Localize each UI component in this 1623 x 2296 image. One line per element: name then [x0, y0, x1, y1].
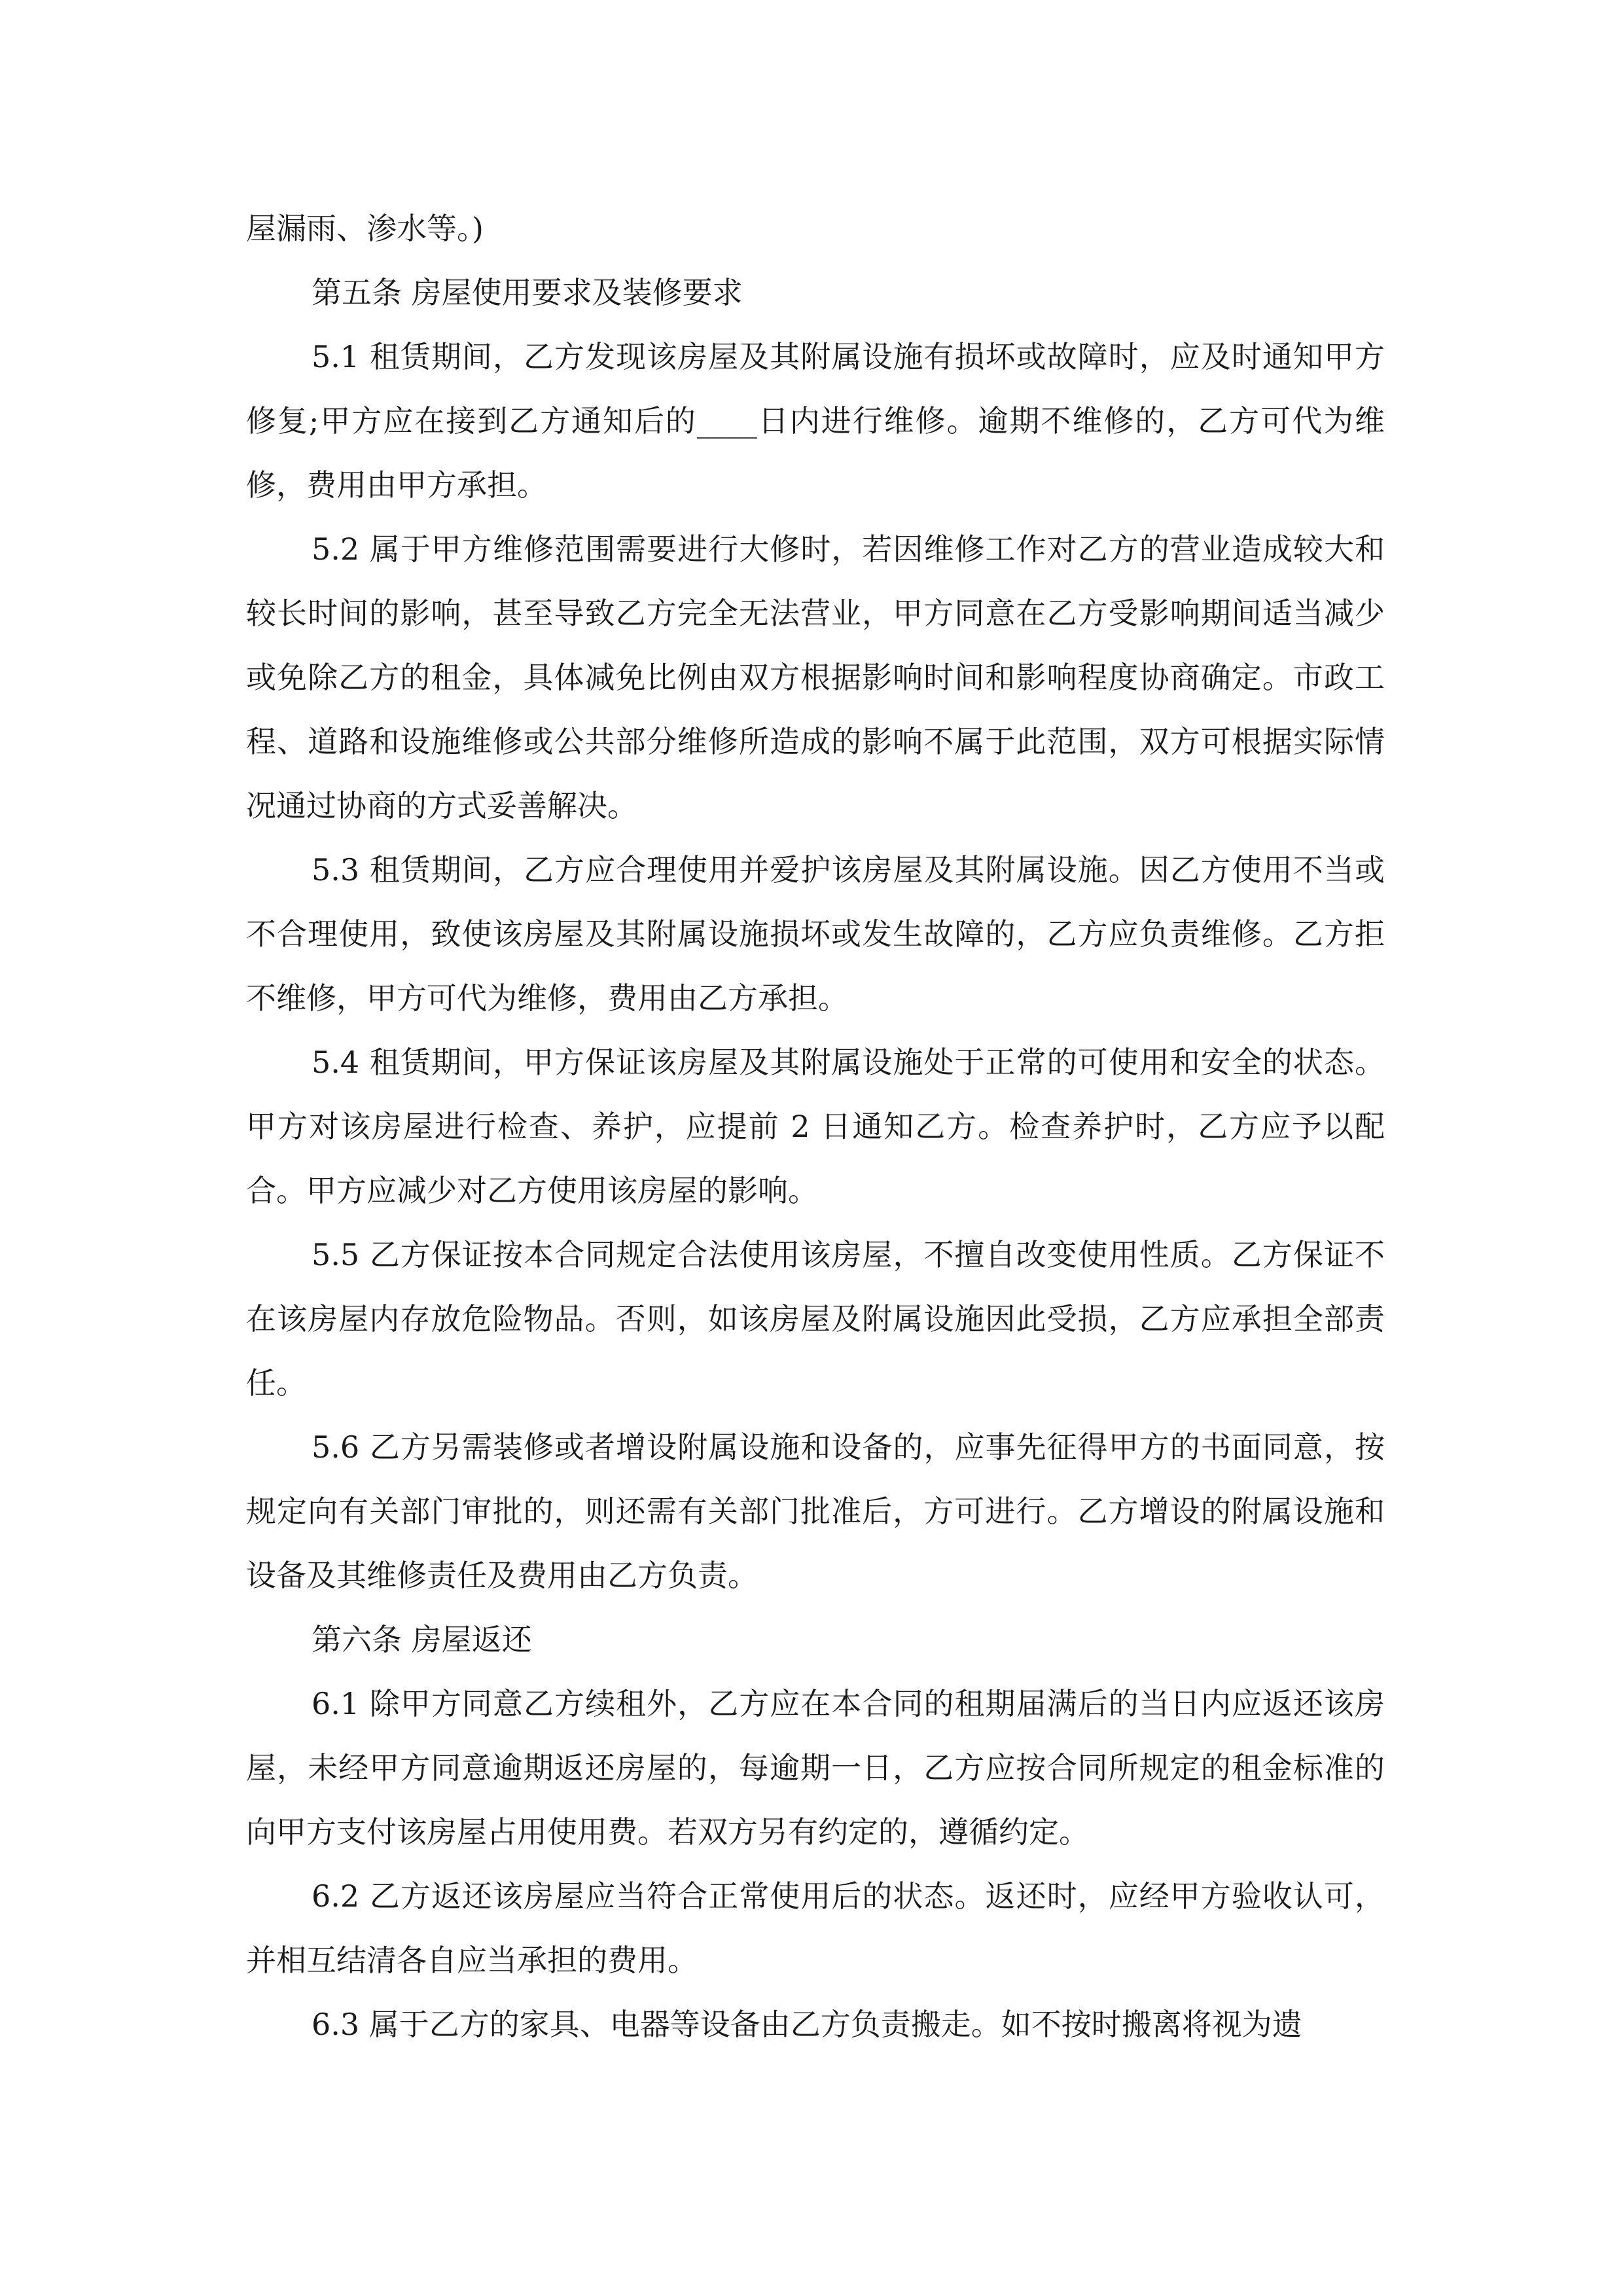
article-5-heading: 第五条 房屋使用要求及装修要求	[312, 275, 743, 310]
clause-5-6: 5.6 乙方另需装修或者增设附属设施和设备的，应事先征得甲方的书面同意，按规定向有关部门审批的，则还需有关部门批准后，方可进行。乙方增设的附属设施和设备及其维修责任及费用由乙方负责。	[246, 1429, 1385, 1593]
clause-5-5: 5.5 乙方保证按本合同规定合法使用该房屋，不擅自改变使用性质。乙方保证不在该房屋内存放危险物品。否则，如该房屋及附属设施因此受损，乙方应承担全部责任。	[246, 1237, 1385, 1401]
paragraph-continuation: 屋漏雨、渗水等。)	[246, 211, 484, 246]
clause-5-4: 5.4 租赁期间，甲方保证该房屋及其附属设施处于正常的可使用和安全的状态。甲方对该房屋进行检查、养护，应提前 2 日通知乙方。检查养护时，乙方应予以配合。甲方应减少对乙方使用该房屋的影响。	[246, 1045, 1385, 1208]
clause-6-2: 6.2 乙方返还该房屋应当符合正常使用后的状态。返还时，应经甲方验收认可，并相互结清各自应当承担的费用。	[246, 1878, 1385, 1978]
clause-6-1: 6.1 除甲方同意乙方续租外，乙方应在本合同的租期届满后的当日内应返还该房屋，未经甲方同意逾期返还房屋的，每逾期一日，乙方应按合同所规定的租金标准的 向甲方支付该房屋占用使用费。若双方另有约定的，遵循约定。	[246, 1686, 1385, 1850]
clause-5-3: 5.3 租赁期间，乙方应合理使用并爱护该房屋及其附属设施。因乙方使用不当或不合理使用，致使该房屋及其附属设施损坏或发生故障的，乙方应负责维修。乙方拒不维修，甲方可代为维修，费用由乙方承担。	[246, 852, 1385, 1016]
article-6-heading: 第六条 房屋返还	[312, 1622, 532, 1657]
clause-5-2: 5.2 属于甲方维修范围需要进行大修时，若因维修工作对乙方的营业造成较大和较长时间的影响，甚至导致乙方完全无法营业，甲方同意在乙方受影响期间适当减少或免除乙方的租金，具体减免比例由双方根据影响时间和影响程度协商确定。市政工程、道路和设施维修或公共部分维修所造成的影响不属于此范围，双方可根据实际情况通过协商的方式妥善解决。	[246, 531, 1385, 823]
clause-5-1: 5.1 租赁期间，乙方发现该房屋及其附属设施有损坏或故障时，应及时通知甲方修复;甲方应在接到乙方通知后的____日内进行维修。逾期不维修的，乙方可代为维修，费用由甲方承担。	[246, 339, 1385, 503]
contract-body	[246, 196, 1385, 2056]
clause-6-3: 6.3 属于乙方的家具、电器等设备由乙方负责搬走。如不按时搬离将视为遗	[312, 2007, 1302, 2042]
